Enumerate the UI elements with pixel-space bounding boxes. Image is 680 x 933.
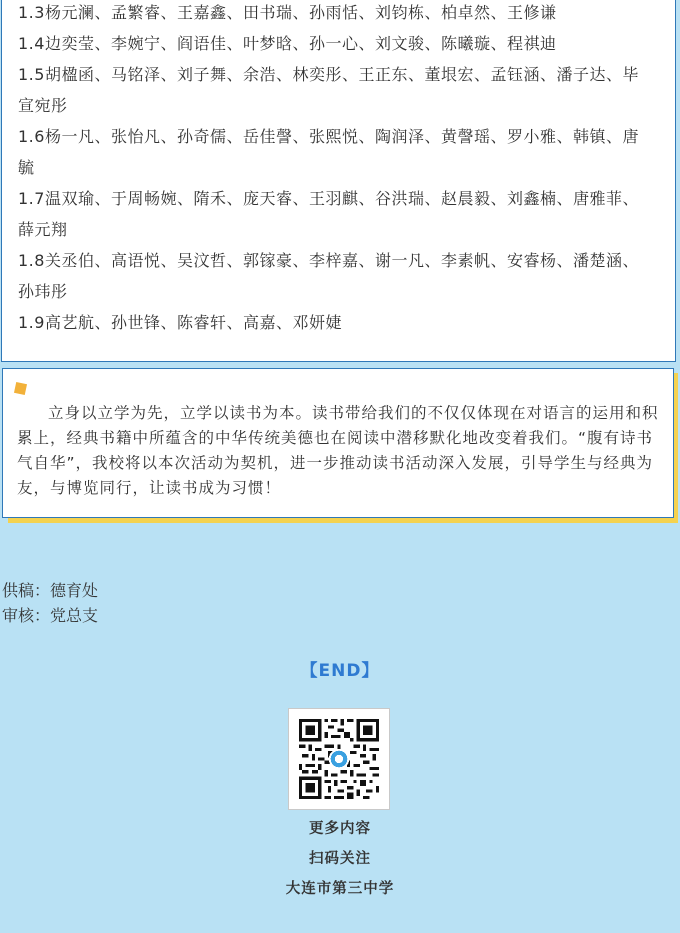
credits: [2, 578, 98, 628]
list-line: 1.7温双瑜、于周畅婉、隋禾、庞天睿、王羽麒、谷洪瑞、赵晨毅、刘鑫楠、唐雅菲、: [18, 189, 639, 208]
list-line: 1.8关丞伯、高语悦、吴汶哲、郭镓豪、李梓嘉、谢一凡、李素帆、安睿杨、潘楚涵、: [18, 251, 639, 270]
list-line: 宣宛彤: [18, 96, 68, 115]
closing-quote-box: [2, 368, 674, 518]
list-line: 毓: [18, 158, 35, 177]
qr-code-frame[interactable]: [288, 708, 390, 810]
footer-scan-follow: 扫码关注: [309, 851, 371, 867]
list-line: 1.3杨元澜、孟繁睿、王嘉鑫、田书瑞、孙雨恬、刘钧栋、柏卓然、王修谦: [18, 3, 557, 22]
footer-school-name: 大连市第三中学: [285, 881, 395, 897]
list-line: 孙玮彤: [18, 282, 68, 301]
list-line: 薛元翔: [18, 220, 68, 239]
list-line: 1.9高艺航、孙世锋、陈睿轩、高嘉、邓妍婕: [18, 313, 342, 332]
contributor-line: 供稿：德育处: [2, 581, 99, 600]
list-line: 1.4边奕莹、李婉宁、阎语佳、叶梦晗、孙一心、刘文骏、陈曦璇、程祺迪: [18, 34, 557, 53]
reviewer-line: 审核：党总支: [2, 606, 99, 625]
award-list-box: [1, 0, 676, 362]
closing-paragraph: 立身以立学为先，立学以读书为本。读书带给我们的不仅仅体现在对语言的运用和积累上，经典书籍中所蕴含的中华传统美德也在阅读中潜移默化地改变着我们。“腹有诗书气自华”，我校将以本次活动为契机，进一步推动读书活动深入发展，引导学生与经典为友，与博览同行，让读书成为习惯！: [17, 404, 659, 497]
end-marker: 【END】: [300, 661, 380, 681]
list-line: 1.6杨一凡、张怡凡、孙奇儒、岳佳謦、张熙悦、陶润泽、黄謦瑶、罗小雅、韩镇、唐: [18, 127, 639, 146]
footer-more-content: 更多内容: [309, 821, 371, 837]
qr-code-icon: [299, 719, 379, 799]
list-line: 1.5胡楹函、马铭泽、刘子舞、余浩、林奕彤、王正东、董垠宏、孟钰涵、潘子达、毕: [18, 65, 639, 84]
orange-square-icon: [14, 382, 27, 395]
